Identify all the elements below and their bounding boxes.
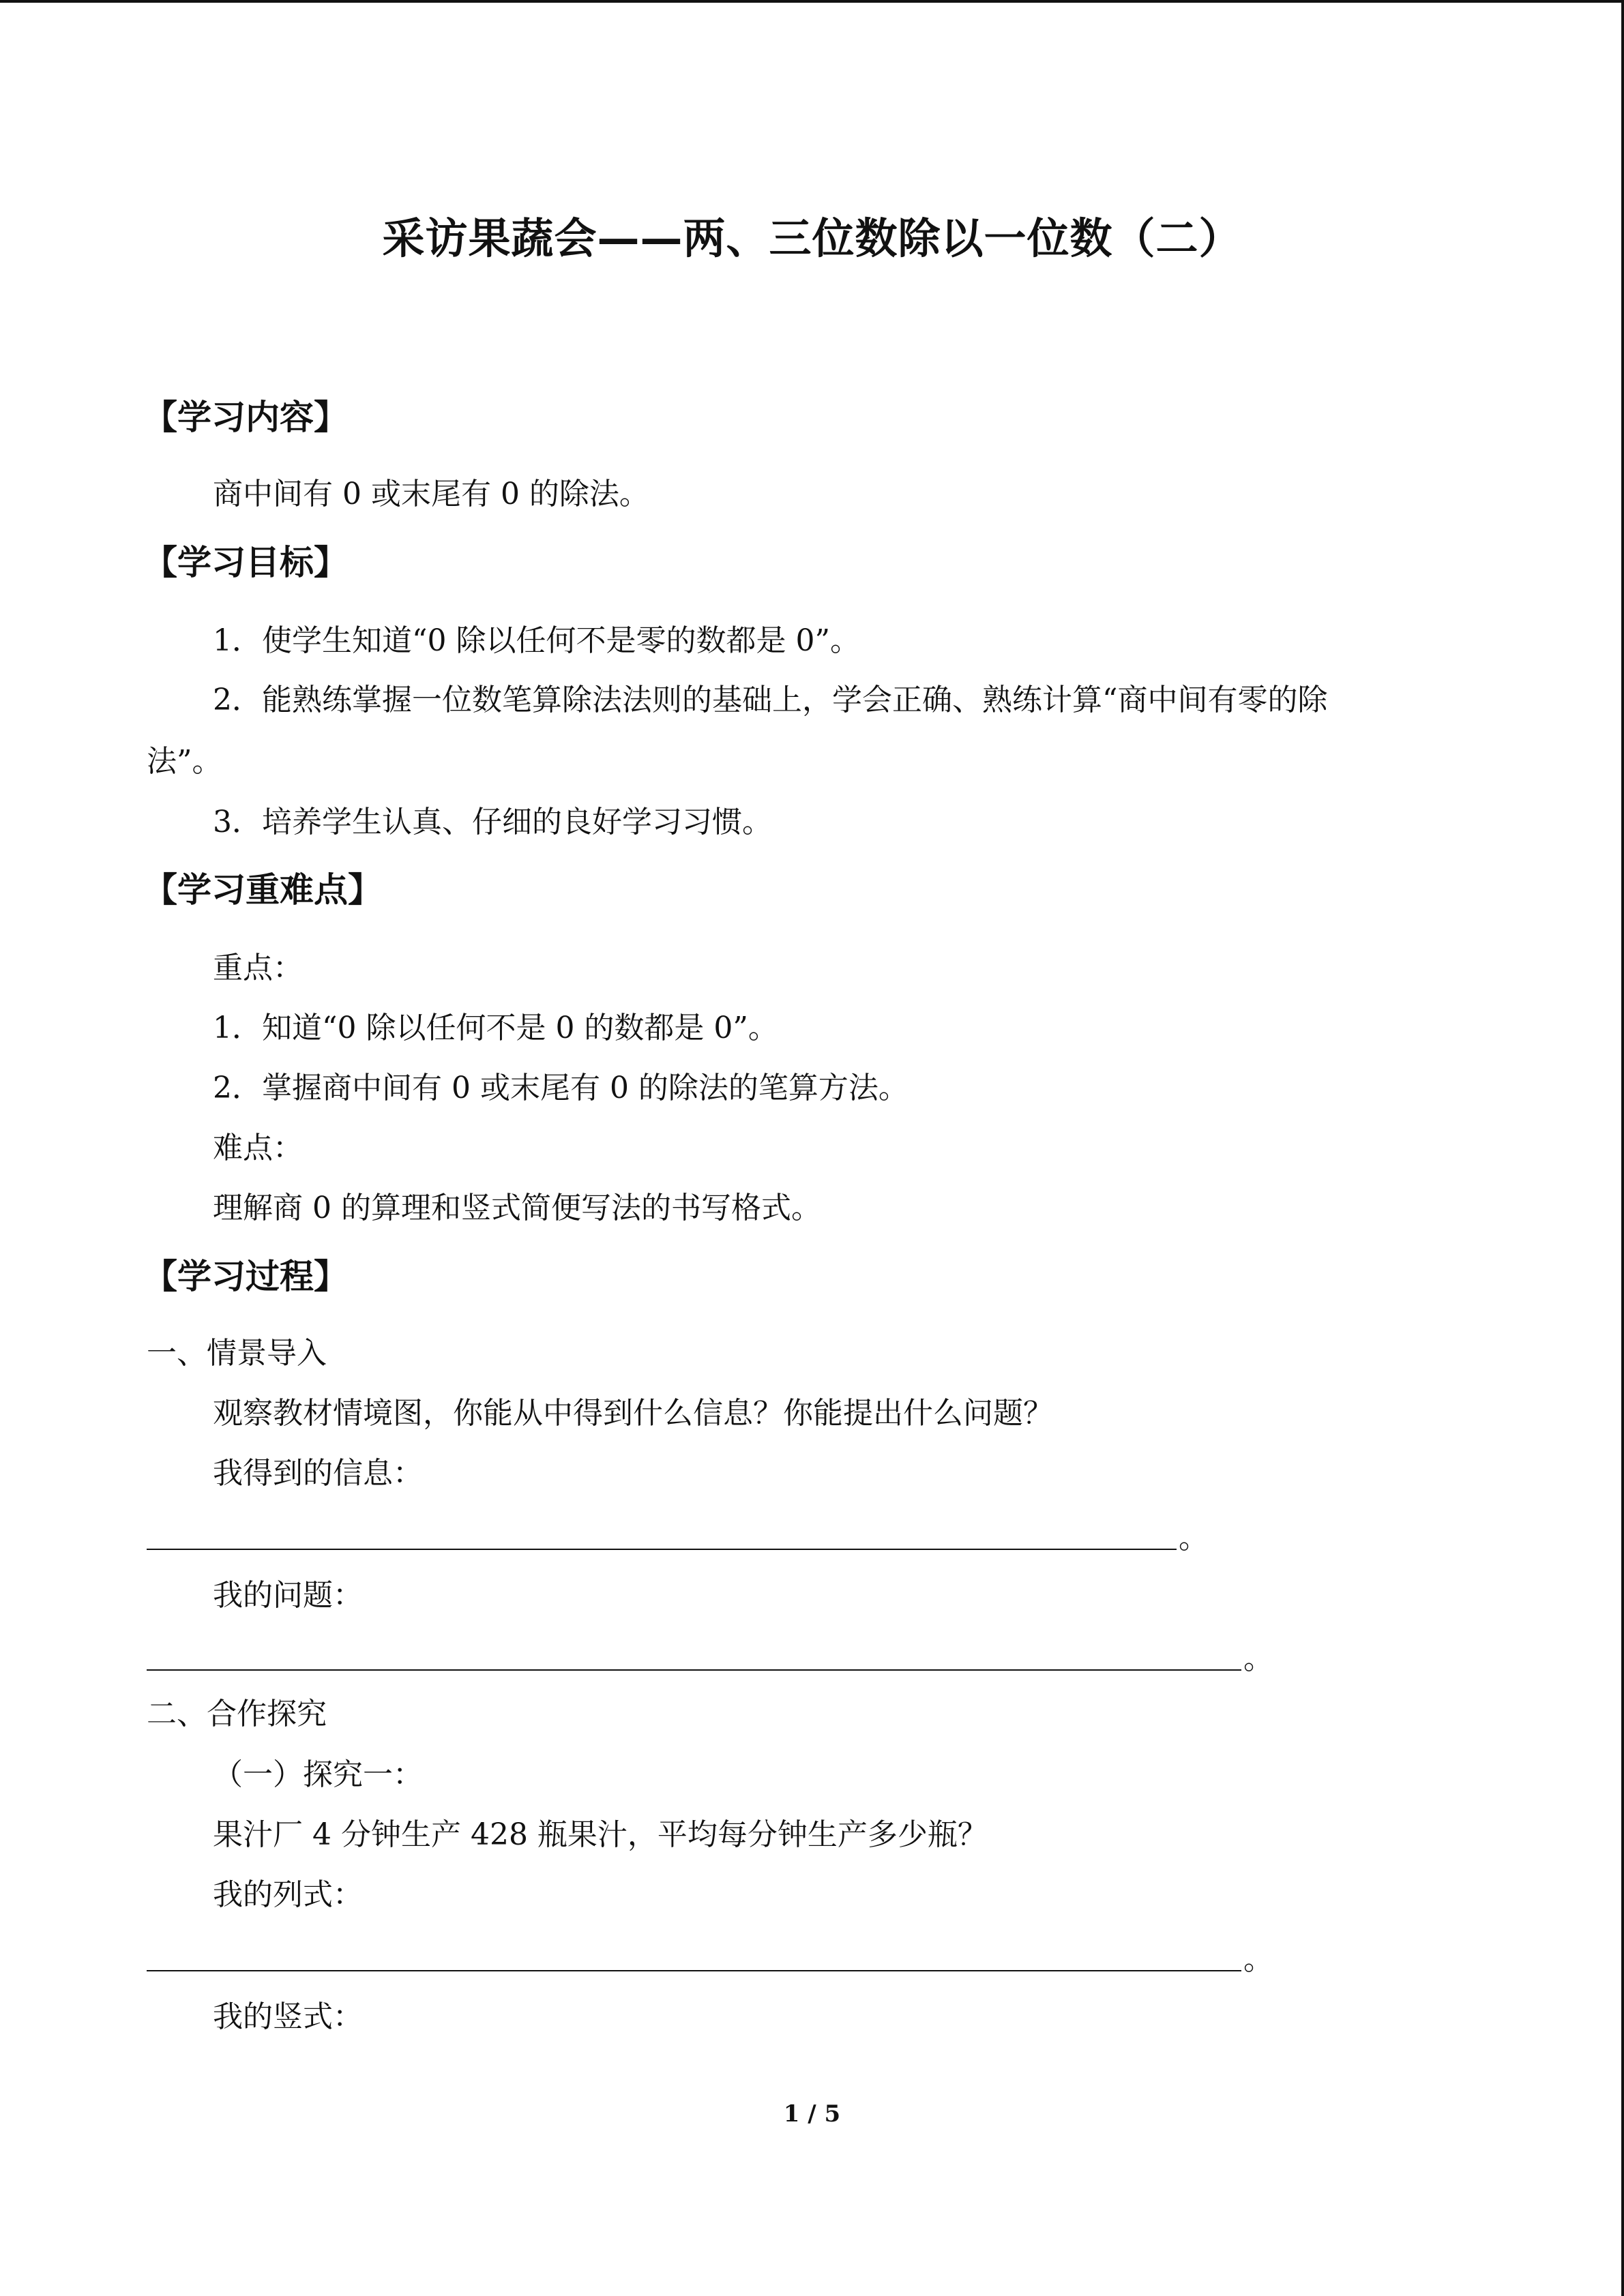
page-title: 采访果蔬会——两、三位数除以一位数（二） <box>382 213 1242 263</box>
explore1-title: （一）探究一： <box>213 1757 423 1792</box>
formula-answer-line[interactable] <box>147 1970 1241 1971</box>
key-item-2: 2．掌握商中间有 0 或末尾有 0 的除法的笔算方法。 <box>213 1071 909 1105</box>
page-number: 1 / 5 <box>783 2100 841 2128</box>
goal-item-1: 1．使学生知道“0 除以任何不是零的数都是 0”。 <box>213 623 860 658</box>
heading-learning-content: 【学习内容】 <box>143 398 348 437</box>
key-item-1: 1．知道“0 除以任何不是 0 的数都是 0”。 <box>213 1011 778 1045</box>
difficulty-label: 难点： <box>213 1131 303 1165</box>
info-answer-period: 。 <box>1179 1521 1209 1555</box>
question-answer-line[interactable] <box>147 1669 1241 1671</box>
question-label: 我的问题： <box>213 1578 363 1613</box>
page-top-border <box>0 0 1624 3</box>
question-answer-period: 。 <box>1243 1641 1273 1676</box>
learning-content-text: 商中间有 0 或末尾有 0 的除法。 <box>213 477 649 511</box>
explore1-problem: 果汁厂 4 分钟生产 428 瓶果汁，平均每分钟生产多少瓶？ <box>213 1817 988 1852</box>
part1-text: 观察教材情境图，你能从中得到什么信息？你能提出什么问题？ <box>213 1396 1053 1431</box>
heading-learning-process: 【学习过程】 <box>143 1257 348 1296</box>
formula-label: 我的列式： <box>213 1877 363 1912</box>
vertical-label: 我的竖式： <box>213 1999 363 2034</box>
page-right-border <box>1621 0 1624 2296</box>
goal-item-2-continued: 法”。 <box>147 744 222 779</box>
heading-key-points: 【学习重难点】 <box>143 870 382 910</box>
heading-learning-goals: 【学习目标】 <box>143 543 348 582</box>
part2-title: 二、合作探究 <box>147 1697 327 1731</box>
formula-answer-period: 。 <box>1243 1942 1273 1977</box>
key-label: 重点： <box>213 951 303 985</box>
info-label: 我得到的信息： <box>213 1456 423 1491</box>
difficulty-text: 理解商 0 的算理和竖式简便写法的书写格式。 <box>213 1191 821 1225</box>
goal-item-3: 3．培养学生认真、仔细的良好学习习惯。 <box>213 805 772 839</box>
part1-title: 一、情景导入 <box>147 1336 327 1371</box>
info-answer-line[interactable] <box>147 1549 1177 1550</box>
goal-item-2: 2．能熟练掌握一位数笔算除法法则的基础上，学会正确、熟练计算“商中间有零的除 <box>213 683 1328 717</box>
